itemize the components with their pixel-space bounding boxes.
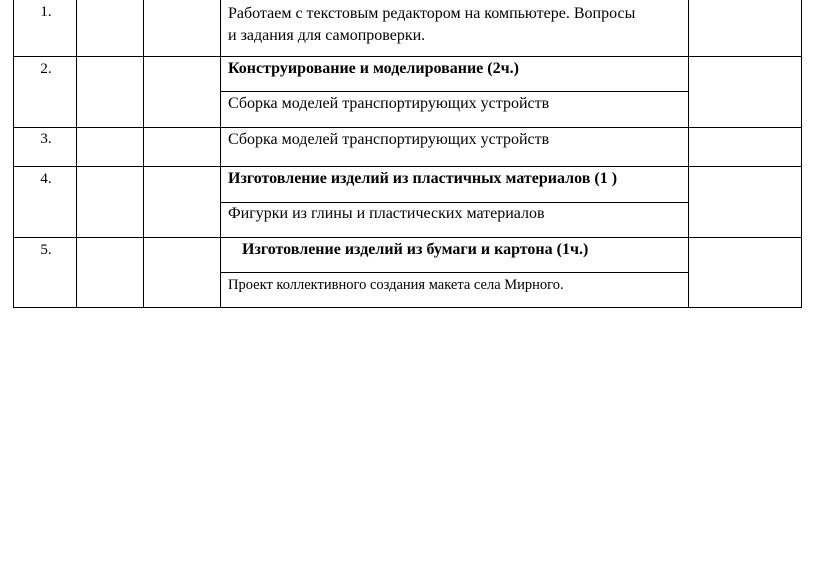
section-title: Конструирование и моделирование (2ч.)	[228, 60, 519, 77]
table-right-border	[801, 0, 802, 308]
topic-text: Сборка моделей транспортирующих устройств	[228, 131, 550, 148]
subrow-divider	[220, 272, 689, 273]
row-number: 5.	[40, 242, 52, 258]
topic-text: Фигурки из глины и пластических материалов	[228, 205, 545, 222]
section-title: Изготовление изделий из бумаги и картона (1ч.)	[242, 241, 589, 258]
row-number: 2.	[40, 61, 52, 77]
section-title: Изготовление изделий из пластичных материалов (1 )	[228, 170, 618, 187]
column-divider	[143, 0, 144, 308]
topic-text: Работаем с текстовым редактором на компьютере. Вопросы	[228, 5, 636, 22]
column-divider	[220, 0, 221, 308]
row-divider	[13, 237, 802, 238]
subrow-divider	[220, 91, 689, 92]
topic-text: и задания для самопроверки.	[228, 27, 426, 44]
topic-text: Сборка моделей транспортирующих устройств	[228, 95, 550, 112]
row-number: 1.	[40, 4, 52, 20]
topic-text: Проект коллективного создания макета села Мирного.	[228, 277, 564, 293]
row-number: 3.	[40, 131, 52, 147]
column-divider	[76, 0, 77, 308]
table-left-border	[13, 0, 14, 308]
row-number: 4.	[40, 171, 52, 187]
row-divider	[13, 127, 802, 128]
row-divider	[13, 166, 802, 167]
table-bottom-border	[13, 307, 802, 308]
column-divider	[688, 0, 689, 308]
row-divider	[13, 56, 802, 57]
